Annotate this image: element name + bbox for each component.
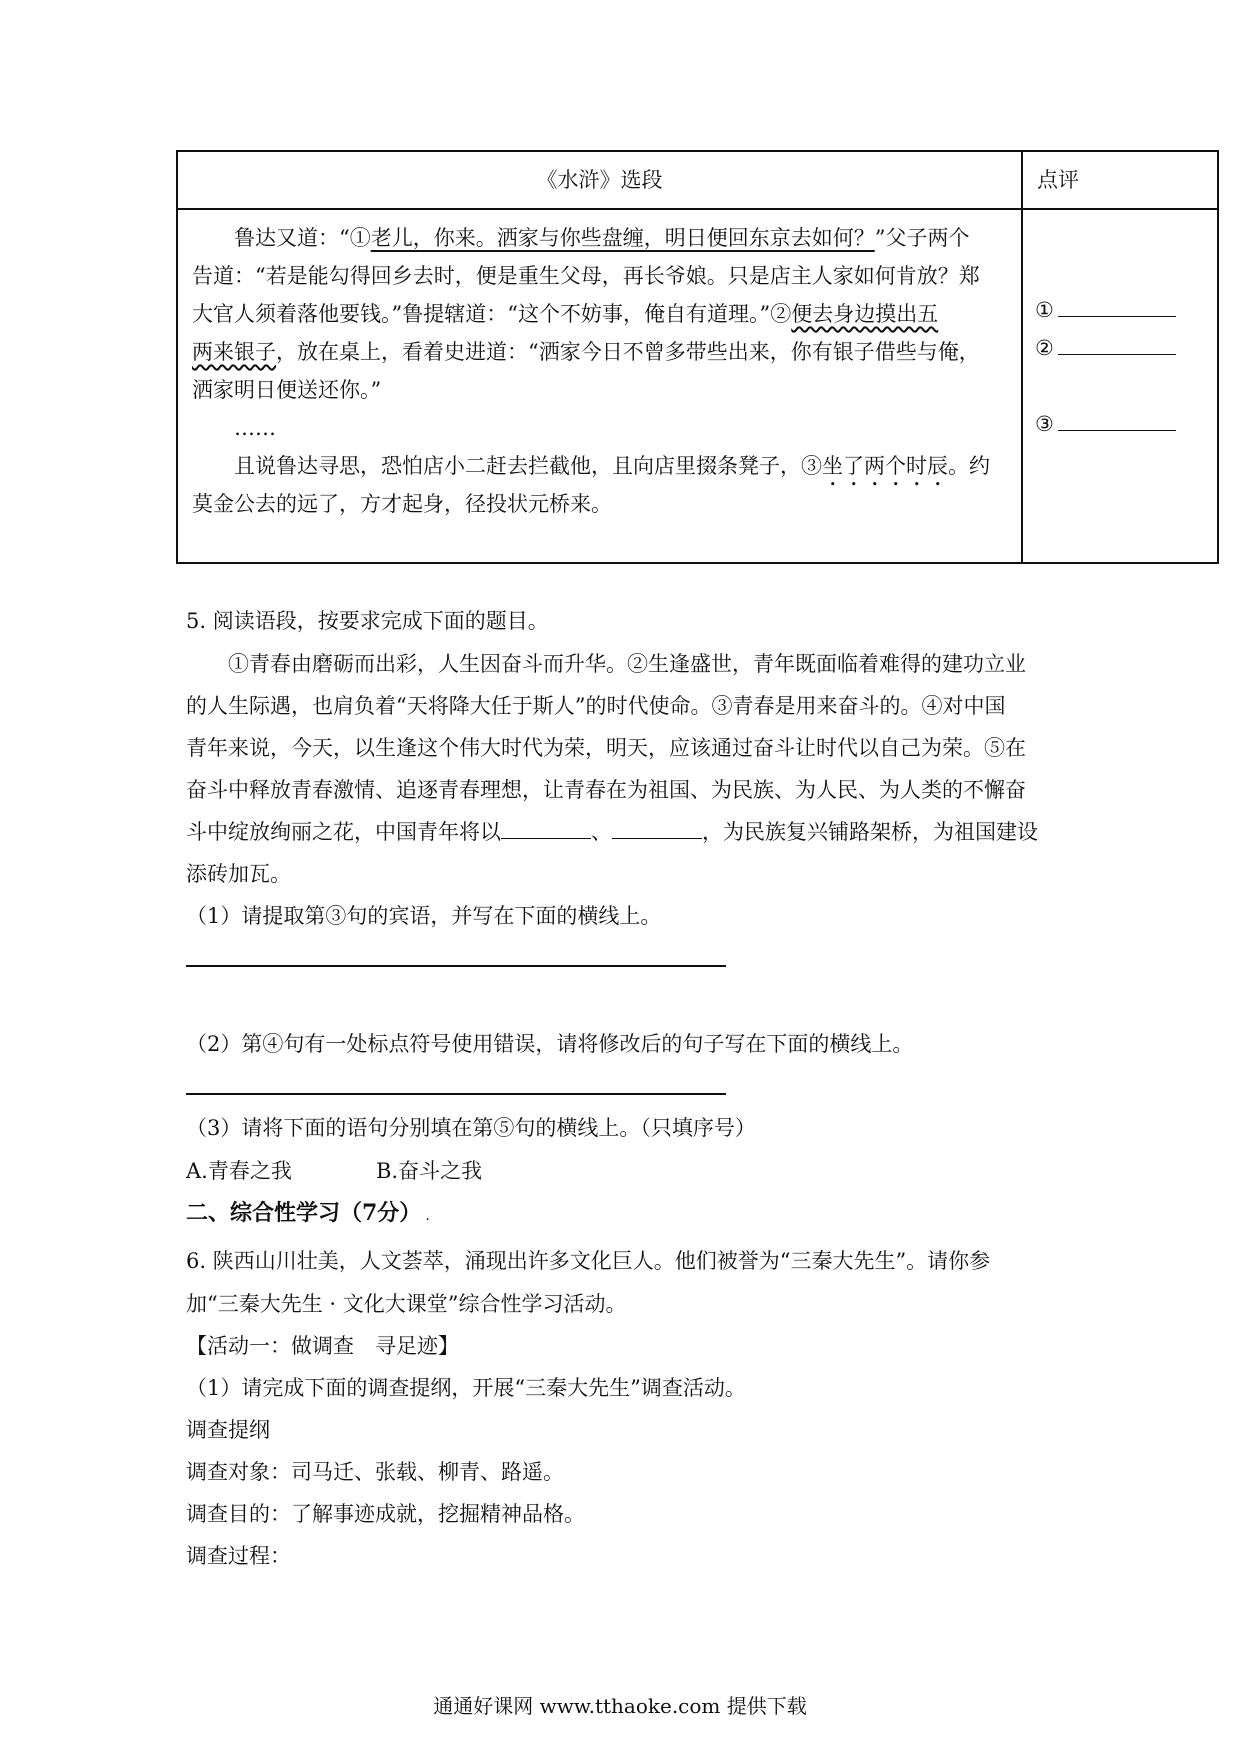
passage-cell	[177, 209, 1022, 563]
q5-sub2: （2）第④句有一处标点符号使用错误，请将修改后的句子写在下面的横线上。	[186, 1032, 914, 1056]
q6-outline-title: 调查提纲	[186, 1418, 270, 1442]
q6-process: 调查过程：	[186, 1544, 291, 1568]
q5-para-line: 添砖加瓦。	[186, 862, 291, 886]
q5-para-line: 奋斗中释放青春激情、追逐青春理想，让青春在为祖国、为民族、为人民、为人类的不懈奋	[186, 778, 1026, 802]
dotted-phrase-3: 坐了两个时辰	[822, 454, 948, 478]
wavy-underline-2a: 便去身边摸出五	[791, 302, 939, 326]
q5-para-blank-line: 斗中绽放绚丽之花，中国青年将以 、 ，为民族复兴铺路架桥，为祖国建设	[186, 820, 1038, 844]
q5-option-a: A.青春之我	[186, 1159, 292, 1183]
q6-sub1: （1）请完成下面的调查提纲，开展“三秦大先生”调查活动。	[186, 1376, 746, 1400]
q5-sub3: （3）请将下面的语句分别填在第⑤句的横线上。（只填序号）	[186, 1116, 756, 1140]
section-heading: 二、综合性学习（7分） .	[186, 1200, 430, 1226]
q6-purpose: 调查目的：了解事迹成就，挖掘精神品格。	[186, 1502, 585, 1526]
underlined-sentence-1: 老儿，你来。洒家与你些盘缠，明日便回东京去如何？	[370, 226, 875, 250]
comment-blank-1[interactable]: ①	[1035, 298, 1176, 322]
comment-cell	[1022, 209, 1218, 563]
q6-activity-title: 【活动一：做调查 寻足迹】	[186, 1334, 459, 1358]
passage-line: 莫金公去的远了，方才起身，径投状元桥来。	[192, 492, 612, 516]
q5-sub2-answer-line[interactable]	[186, 1093, 726, 1095]
comment-blank-3[interactable]: ③	[1035, 412, 1176, 436]
q5-option-b: B.奋斗之我	[376, 1159, 483, 1183]
q5-para-line: ①青春由磨砺而出彩，人生因奋斗而升华。②生逢盛世，青年既面临着难得的建功立业	[186, 652, 1026, 676]
q5-title: 5. 阅读语段，按要求完成下面的题目。	[186, 609, 549, 633]
passage-table	[176, 150, 1219, 564]
passage-line: 大官人须着落他要钱。”鲁提辖道：“这个不妨事，俺自有道理。”②便去身边摸出五	[192, 302, 939, 326]
q5-para-line: 的人生际遇，也肩负着“天将降大任于斯人”的时代使命。③青春是用来奋斗的。④对中国	[186, 694, 1006, 718]
passage-line: 且说鲁达寻思，恐怕店小二赶去拦截他，且向店里掇条凳子，③坐了两个时辰。约	[192, 454, 990, 478]
q5-sub1-answer-line[interactable]	[186, 965, 726, 967]
q5-para-line: 青年来说，今天，以生逢这个伟大时代为荣，明天，应该通过奋斗让时代以自己为荣。⑤在	[186, 736, 1026, 760]
passage-line: 洒家明日便送还你。”	[192, 378, 382, 402]
passage-line: 鲁达又道：“①老儿，你来。洒家与你些盘缠，明日便回东京去如何？”父子两个	[192, 226, 970, 250]
wavy-underline-2b: 两来银子	[192, 340, 276, 364]
passage-line: 两来银子，放在桌上，看着史进道：“洒家今日不曾多带些出来，你有银子借些与俺，	[192, 340, 980, 364]
passage-line: 告道：“若是能勾得回乡去时，便是重生父母，再长爷娘。只是店主人家如何肯放？郑	[192, 264, 980, 288]
table-header-passage: 《水浒》选段	[177, 151, 1022, 209]
table-header-comment: 点评	[1022, 151, 1218, 209]
q6-line: 加“三秦大先生 · 文化大课堂”综合性学习活动。	[186, 1292, 627, 1316]
comment-blank-2[interactable]: ②	[1035, 336, 1176, 360]
q6-subjects: 调查对象：司马迁、张载、柳青、路遥。	[186, 1460, 564, 1484]
q6-line: 6. 陕西山川壮美，人文荟萃，涌现出许多文化巨人。他们被誉为“三秦大先生”。请你参	[186, 1249, 991, 1273]
q5-fill-blank-2[interactable]	[612, 820, 702, 839]
page-footer: 通通好课网 www.tthaoke.com 提供下载	[433, 1694, 807, 1718]
q5-sub1: （1）请提取第③句的宾语，并写在下面的横线上。	[186, 904, 662, 928]
q5-fill-blank-1[interactable]	[501, 820, 591, 839]
passage-ellipsis: ……	[192, 416, 276, 440]
